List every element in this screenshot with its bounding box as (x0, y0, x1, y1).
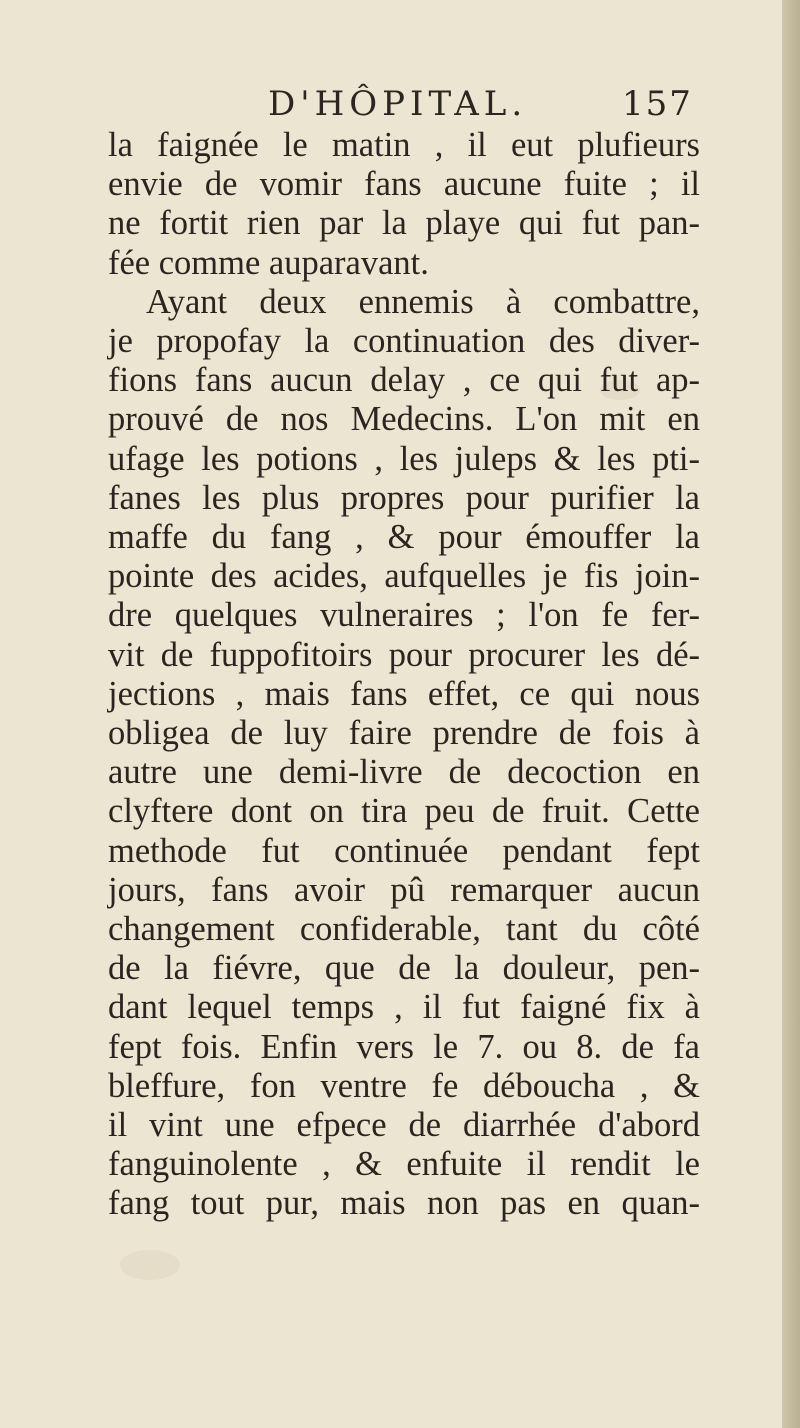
page-edge (782, 0, 800, 1428)
text-line: Ayant deux ennemis à combattre, (146, 282, 700, 321)
text-line: clyftere dont on tira peu de fruit. Cette (108, 792, 700, 831)
text-line: jours, fans avoir pû remarquer aucun (108, 870, 700, 909)
page-header (0, 78, 782, 128)
text-line: pointe des acides, aufquelles je fis join- (108, 557, 700, 596)
page-number: 157 (622, 84, 693, 124)
text-line: fanes les plus propres pour purifier la (108, 478, 700, 517)
text-line: obligea de luy faire prendre de fois à (108, 714, 700, 753)
running-head: D'HÔPITAL. (268, 84, 528, 124)
text-line: dant lequel temps , il fut faigné fix à (108, 988, 700, 1027)
text-line: ufage les potions , les juleps & les pti- (108, 439, 700, 478)
text-line: ne fortit rien par la playe qui fut pan- (108, 204, 700, 243)
text-line: changement confiderable, tant du côté (108, 910, 700, 949)
body-text (108, 126, 700, 1224)
text-line: maffe du fang , & pour émouffer la (108, 518, 700, 557)
text-line: de la fiévre, que de la douleur, pen- (108, 949, 700, 988)
text-line: jections , mais fans effet, ce qui nous (108, 674, 700, 713)
text-line: envie de vomir fans aucune fuite ; il (108, 165, 700, 204)
text-line: fept fois. Enfin vers le 7. ou 8. de fa (108, 1027, 700, 1066)
text-line: la faignée le matin , il eut plufieurs (108, 126, 700, 164)
text-line: methode fut continuée pendant fept (108, 831, 700, 870)
text-line: fions fans aucun delay , ce qui fut ap- (108, 361, 700, 400)
text-line: fanguinolente , & enfuite il rendit le (108, 1145, 700, 1184)
text-line: prouvé de nos Medecins. L'on mit en (108, 400, 700, 439)
paper-stain (120, 1250, 180, 1280)
text-line: je propofay la continuation des diver- (108, 322, 700, 361)
text-line: dre quelques vulneraires ; l'on fe fer- (108, 596, 700, 635)
text-line: autre une demi-livre de decoction en (108, 753, 700, 792)
text-line: fée comme auparavant. (108, 243, 429, 282)
text-line: fang tout pur, mais non pas en quan- (108, 1184, 700, 1223)
text-line: vit de fuppofitoirs pour procurer les dé- (108, 635, 700, 674)
text-line: il vint une efpece de diarrhée d'abord (108, 1106, 700, 1145)
text-line: bleffure, fon ventre fe déboucha , & (108, 1066, 700, 1105)
